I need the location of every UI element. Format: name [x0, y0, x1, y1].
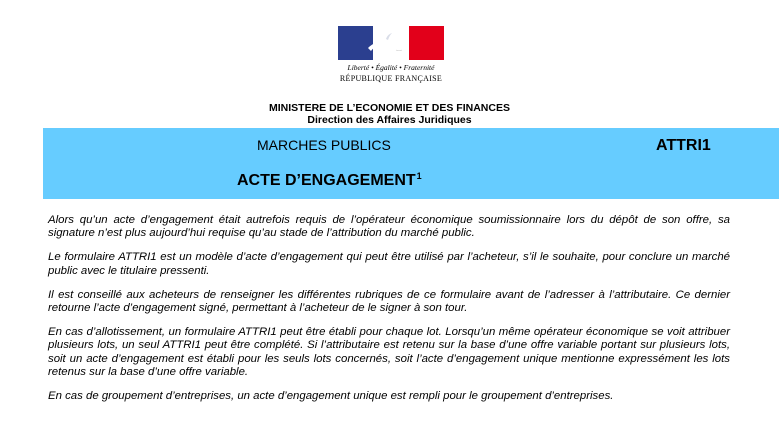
- republique-francaise-logo: [336, 26, 446, 88]
- direction-name: Direction des Affaires Juridiques: [307, 114, 472, 126]
- republic-motto: Liberté • Égalité • Fraternité: [347, 63, 435, 72]
- body-text: [48, 214, 730, 414]
- paragraph: Le formulaire ATTRI1 est un modèle d’acte d’engagement qui peut être utilisé par l’acheteur, s’il le souhaite, pour conclure un marché public avec le titulaire pressenti.: [48, 251, 730, 277]
- document-title-text: ACTE D’ENGAGEMENT: [237, 172, 416, 189]
- title-banner: [43, 128, 779, 199]
- footnote-reference: 1: [416, 171, 422, 181]
- form-code: ATTRI1: [656, 137, 711, 154]
- paragraph: En cas de groupement d’entreprises, un acte d’engagement unique est rempli pour le groupement d’entreprises.: [48, 390, 614, 403]
- paragraph: En cas d’allotissement, un formulaire ATTRI1 peut être établi pour chaque lot. Lorsqu’un même opérateur économique se voit attribuer plusieurs lots, un seul ATTRI1 peut être complété. Si l’attributaire est retenu sur la base d’une offre variable portant sur plusieurs lots, soit un acte d’engagement est établi pour les seuls lots concernés, soit l’acte d’engagement unique mentionne expressément les lots retenus sur la base d’une offre variable.: [48, 326, 730, 378]
- banner-title: MARCHES PUBLICS: [257, 137, 391, 153]
- ministry-name: MINISTERE DE L’ECONOMIE ET DES FINANCES: [269, 102, 510, 114]
- marianne-profile-icon: [338, 26, 444, 60]
- document-title: [237, 172, 422, 190]
- republic-name: RÉPUBLIQUE FRANÇAISE: [339, 74, 443, 83]
- paragraph: Il est conseillé aux acheteurs de renseigner les différentes rubriques de ce formulaire avant de l’adresser à l’attributaire. Ce dernier retourne l’acte d’engagement signé, permettant à l’acheteur de le signer à son tour.: [48, 288, 730, 315]
- paragraph: Alors qu’un acte d’engagement était autrefois requis de l’opérateur économique soumissionnaire lors du dépôt de son offre, sa signature n’est plus aujourd’hui requise qu’au stade de l’attribution du marché public.: [48, 214, 730, 240]
